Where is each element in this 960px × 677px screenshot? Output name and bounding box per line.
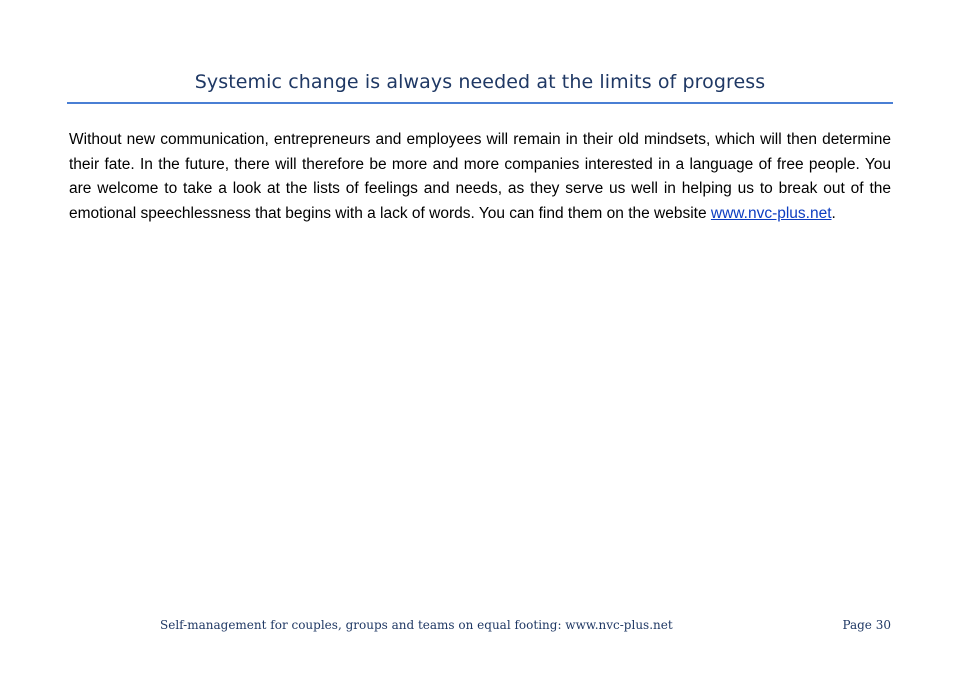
footer-text: Self-management for couples, groups and teams on equal footing: www.nvc-plus.net bbox=[160, 618, 673, 632]
website-link[interactable]: www.nvc-plus.net bbox=[710, 204, 832, 222]
title-divider bbox=[67, 102, 893, 104]
paragraph-end: . bbox=[831, 204, 836, 222]
page-number: Page 30 bbox=[842, 618, 891, 632]
page-title: Systemic change is always needed at the limits of progress bbox=[194, 71, 766, 93]
body-paragraph bbox=[69, 128, 891, 226]
paragraph-text: Without new communication, entrepreneurs and employees will remain in their old mindsets, which will then determine their fate. In the future, there will therefore be more and more companies interested in a language of free people. You are welcome to take a look at the lists of feelings and needs, as they serve us well in helping us to break out of the emotional speechlessness that begins with a lack of words. You can find them on the website bbox=[69, 131, 891, 222]
